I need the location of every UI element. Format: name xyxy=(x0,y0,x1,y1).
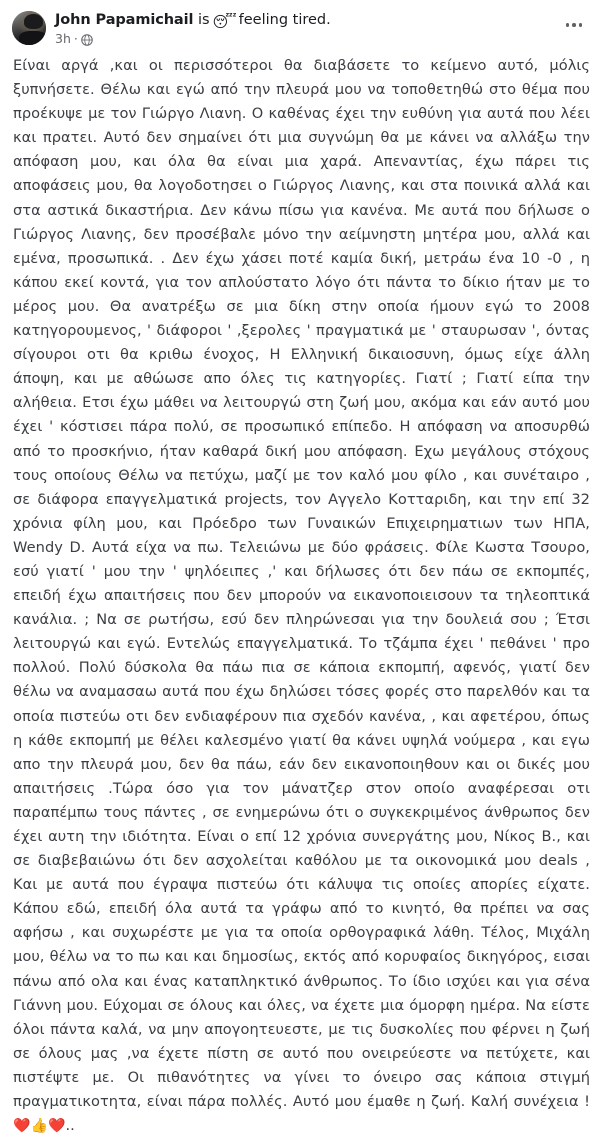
sleepy-face-icon: 😴 xyxy=(212,13,237,31)
globe-icon[interactable] xyxy=(81,34,93,46)
meta-separator: · xyxy=(73,31,78,46)
post-body-tail: .. xyxy=(65,1117,75,1135)
thumbs-up-icon: 👍 xyxy=(30,1118,48,1135)
post-body-paragraph: Είναι αργά ,και οι περισσότεροι θα διαβάσετε το κείμενο αυτό, μόλις ξυπνήσετε. Θέλω και εγώ από την πλευρά μου να τοποθετηθώ στο θέμα που προέκυψε με τον Γιώργο Λιανη. Ο καθένας έχει την ευθύνη για αυτά που λέει και πρατει. Αυτό δεν σημαίνει ότι μια συγνώμη θα με κάνει να αλλάξω την απόφαση μου, και όλα θα είναι μια χαρά. Απεναντίας, έχω πάρει τις αποφάσεις μου, θα λογοδοτησει ο Γιώργος Λιανης, και στα ποινικά αλλά και στα αστικά δικαστήρια. Δεν κάνω πίσω για κανένα. Με αυτά που δήλωσε ο Γιώργος Λιανης, δεν προσέβαλε μόνο την αείμνηστη μητέρα μου, αλλά και εμένα, προσωπικά. . Δεν έχω χάσει ποτέ καμία δική, μετράω ένα 10 -0 , η κάπου εκεί κοντά, για τον απλούστατο λόγο ότι πάντα το δίκιο ήταν με το μέρος μου. Θα ανατρέξω σε μια δίκη στην οποία ήμουν εγώ το 2008 κατηγορουμενος, ' διάφοροι ' ,ξερολες ' πραγματικά με ' σταυρωσαν ', όντας σίγουροι οτι θα κριθω ένοχος, Η Ελληνική δικαιοσυνη, όμως είχε άλλη άποψη, και με αθώωσε απο όλες τις κατηγορίες. Γιατί ; Γιατί είπα την αλήθεια. Ετσι έχω μάθει να λειτουργώ στη ζωή μου, ακόμα και εάν αυτό μου έχει ' κόστισει πάρα πολύ, σε προσωπικό επίπεδο. Η απόφαση να αποσυρθώ από το προσκήνιο, ήταν καθαρά δική μου απόφαση. Εχω μεγάλους στόχους τους οποίους Θέλω να πετύχω, μαζί με τον καλό μου φίλο , και συνέταιρο , σε διάφορα επαγγελματικά projects, τον Αγγελο Κοτταριδη, και την επί 32 χρόνια φίλη μου, και Πρόεδρο των Γυναικών Επιχειρηματιων των ΗΠΑ, Wendy D. Αυτά είχα να πω. Τελειώνω με δύο φράσεις. Φίλε Κωστα Τσουρο, εσύ γιατί ' μου την ' ψηλόειπες ,' και δήλωσες ότι δεν πάω σε εκπομπές, επειδή έχω απαιτήσεις που δεν μπορούν να εικανοποιεισουν τα τηλεοπτικά κανάλια. ; Να σε ρωτήσω, εσύ δεν πληρώνεσαι για την δουλειά σου ; Έτσι λειτουργώ και εγώ. Εντελώς επαγγελματικά. Το τζάμπα έχει ' πεθάνει ' προ πολλού. Πολύ δύσκολα θα πάω πια σε κάποια εκπομπή, αφενός, γιατί δεν θέλω να αναμασαω αυτά που έχω δηλώσει τόσες φορές στο παρελθόν και τα οποία πιστεύω οτι δεν ενδιαφέρουν πια σχεδόν κανένα, , και αφετέρου, όπως η κάθε εκπομπή με θέλει καλεσμένο γιατί θα κάνει υψηλά νούμερα , και εγω απο την πλευρά μου, δεν θα πάω, εάν δεν εικανοποιηθουν και οι δικές μου απαιτήσεις .Τώρα όσο για τον μάνατζερ στον οποίο αναφέρεσαι οτι παραπέμπω τους πάντες , σε ενημερώνω ότι ο συγκεκριμένος άνθρωπος δεν έχει αυτη την ιδιότητα. Είναι ο επί 12 χρόνια συνεργάτης μου, Νίκος Β., και σε διαβεβαιώνω ότι δεν ασχολείται καθόλου με τα οικονομικά μου deals , Και με αυτά που έγραψα πιστεύω ότι κάλυψα τις οποίες απορίες είχατε. Κάπου εδώ, επειδή όλα αυτά τα γράφω από το κινητό, θα πρέπει να σας αφήσω , και συχωρέστε με για τα οποία ορθογραφικά λάθη. Τέλος, Μιχάλη μου, θέλω να το πω και και δημοσίως, εκτός από κορυφαίος δικηγόρος, εισαι πάνω από ολα και ένας καταπληκτικό άνθρωπος. Το ίδιο ισχύει και για σένα Γιάννη μου. Εύχομαι σε όλους και όλες, να έχετε μια όμορφη ημέρα. Να είστε όλοι πάντα καλά, να μην απογοητευεστε, με τις δυσκολίες που φέρνει η ζωή σε όλους μας ,να έχετε πίστη σε αυτό που ονειρεύεστε να πετύχετε, και πιστέψτε με. Οι πιθανότητες να γίνει το όνειρο σας κάποια στιγμή πραγματικοτητα, είναι πάρα πολλές. Αυτό μου έμαθε η ζωή. Καλή συνέχεια ! xyxy=(13,57,590,1111)
feeling-text[interactable]: feeling tired. xyxy=(238,12,331,28)
red-heart-icon-2: ❤️ xyxy=(47,1118,66,1135)
post-options-button[interactable] xyxy=(559,13,589,37)
ellipsis-dot-2 xyxy=(572,23,576,27)
avatar-hair xyxy=(24,14,44,29)
avatar[interactable] xyxy=(12,11,46,45)
ellipsis-dot-3 xyxy=(579,23,583,27)
is-word: is xyxy=(197,12,210,28)
post-header-text xyxy=(55,10,559,47)
ellipsis-dot-1 xyxy=(566,23,570,27)
post-body-text xyxy=(0,52,603,1138)
post-header xyxy=(0,0,603,52)
author-name[interactable]: John Papamichail xyxy=(55,12,194,28)
post-timestamp[interactable]: 3h xyxy=(55,31,71,46)
red-heart-icon: ❤️ xyxy=(13,1118,31,1135)
post-meta xyxy=(55,31,559,47)
avatar-body xyxy=(19,31,46,45)
post-author-line xyxy=(55,11,559,30)
